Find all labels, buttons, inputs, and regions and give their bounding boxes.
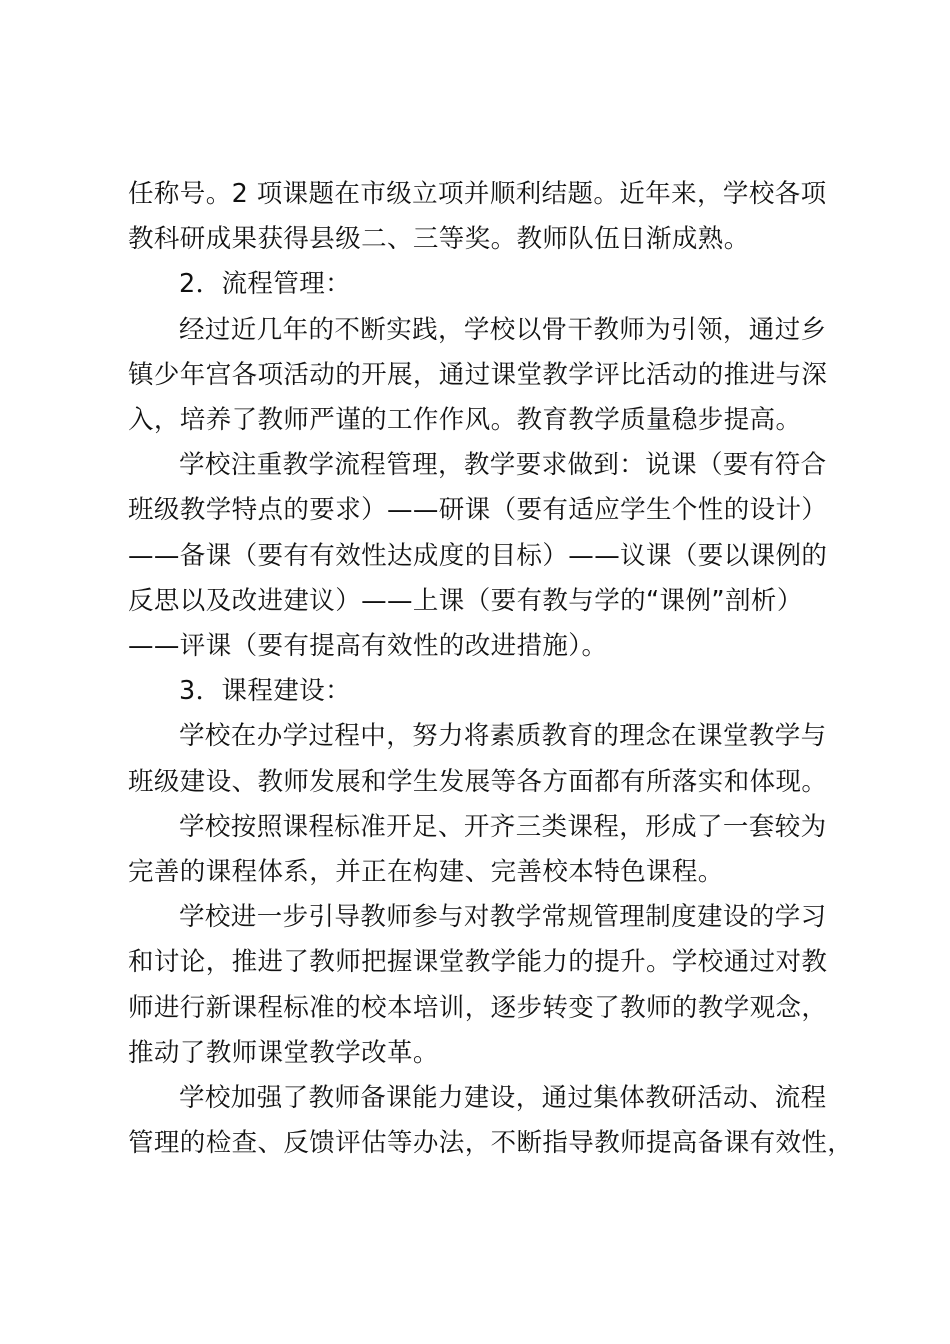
text-line: 镇少年宫各项活动的开展，通过课堂教学评比活动的推进与深 xyxy=(128,359,828,390)
section-heading: 2．流程管理： xyxy=(179,269,352,300)
document-body xyxy=(128,172,854,1166)
text-line: 师进行新课程标准的校本培训，逐步转变了教师的教学观念， xyxy=(128,992,828,1023)
text-line: 学校注重教学流程管理，教学要求做到：说课（要有符合 xyxy=(179,450,827,481)
text-line: 完善的课程体系，并正在构建、完善校本特色课程。 xyxy=(128,857,724,888)
text-line: 班级建设、教师发展和学生发展等各方面都有所落实和体现。 xyxy=(128,766,828,797)
text-line: 推动了教师课堂教学改革。 xyxy=(128,1037,439,1068)
text-line: 班级教学特点的要求）——研课（要有适应学生个性的设计） xyxy=(128,495,828,526)
text-line: 管理的检查、反馈评估等办法，不断指导教师提高备课有效性， xyxy=(128,1128,854,1159)
text-line: 学校在办学过程中，努力将素质教育的理念在课堂教学与 xyxy=(179,721,827,752)
section-heading: 3．课程建设： xyxy=(179,676,352,707)
text-line: ——备课（要有有效性达成度的目标）——议课（要以课例的 xyxy=(128,540,828,571)
text-line: 经过近几年的不断实践，学校以骨干教师为引领，通过乡 xyxy=(179,314,827,345)
text-line: 任称号。2 项课题在市级立项并顺利结题。近年来，学校各项 xyxy=(128,179,827,209)
text-line: 反思以及改进建议）——上课（要有教与学的“课例”剖析） xyxy=(128,585,803,616)
text-line: ——评课（要有提高有效性的改进措施）。 xyxy=(128,631,608,662)
text-line: 学校按照课程标准开足、开齐三类课程，形成了一套较为 xyxy=(179,811,827,842)
text-line: 教科研成果获得县级二、三等奖。教师队伍日渐成熟。 xyxy=(128,224,750,255)
text-line: 入，培养了教师严谨的工作作风。教育教学质量稳步提高。 xyxy=(128,405,802,436)
text-line: 学校进一步引导教师参与对教学常规管理制度建设的学习 xyxy=(179,902,827,933)
text-line: 和讨论，推进了教师把握课堂教学能力的提升。学校通过对教 xyxy=(128,947,828,978)
text-line: 学校加强了教师备课能力建设，通过集体教研活动、流程 xyxy=(179,1083,827,1114)
